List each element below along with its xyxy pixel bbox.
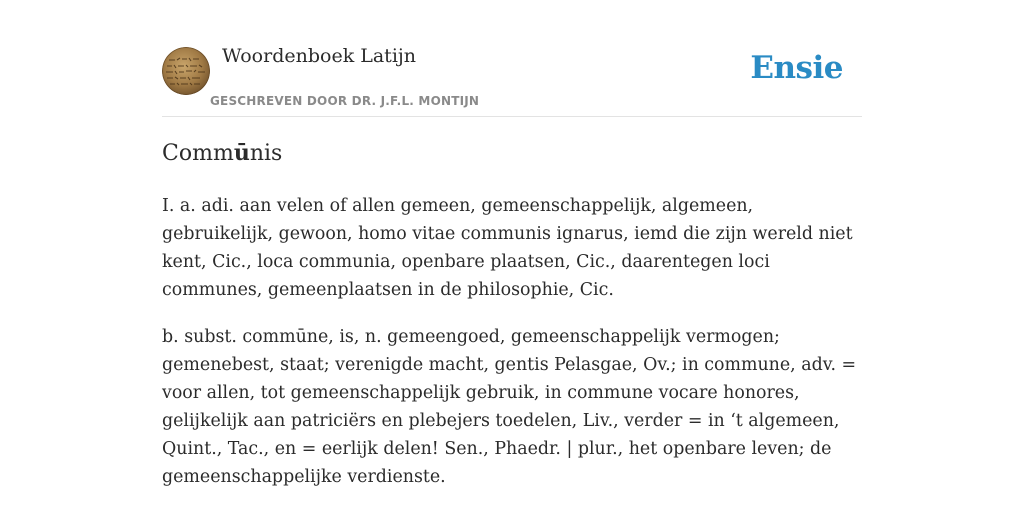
entry-title-long-vowel: ū [233,140,250,166]
entry-title-suffix: nis [249,141,283,166]
page [162,0,862,512]
dictionary-header [162,0,862,117]
dictionary-title[interactable]: Woordenboek Latijn [222,45,417,67]
definition-paragraph-substantive: b. subst. commūne, is, n. gemeengoed, gemeenschappelijk vermogen; gemenebest, staat; verenigde macht, gentis Pelasgae, Ov.; in commune, adv. = voor allen, tot gemeenschappelijk gebruik, in commune vocare honores, gelijkelijk aan patriciërs en plebejers toedelen, Liv., verder = in ‘t algemeen, Quint., Tac., en = eerlijk delen! Sen., Phaedr. | plur., het openbare leven; de gemeenschappelijke verdienste. [162,327,857,487]
entry-definition [162,192,862,510]
entry-title-prefix: Comm [162,141,234,166]
author-byline: GESCHREVEN DOOR DR. J.F.L. MONTIJN [210,94,480,108]
ensie-logo-link[interactable]: Ensie [750,50,843,86]
entry-title [162,140,282,166]
ancient-inscription-coin-icon[interactable] [162,47,210,95]
definition-paragraph-adjective: I. a. adi. aan velen of allen gemeen, gemeenschappelijk, algemeen, gebruikelijk, gewoon, homo vitae communis ignarus, iemd die zijn wereld niet kent, Cic., loca communia, openbare plaatsen, Cic., daarentegen loci communes, gemeenplaatsen in de philosophie, Cic. [162,196,853,300]
